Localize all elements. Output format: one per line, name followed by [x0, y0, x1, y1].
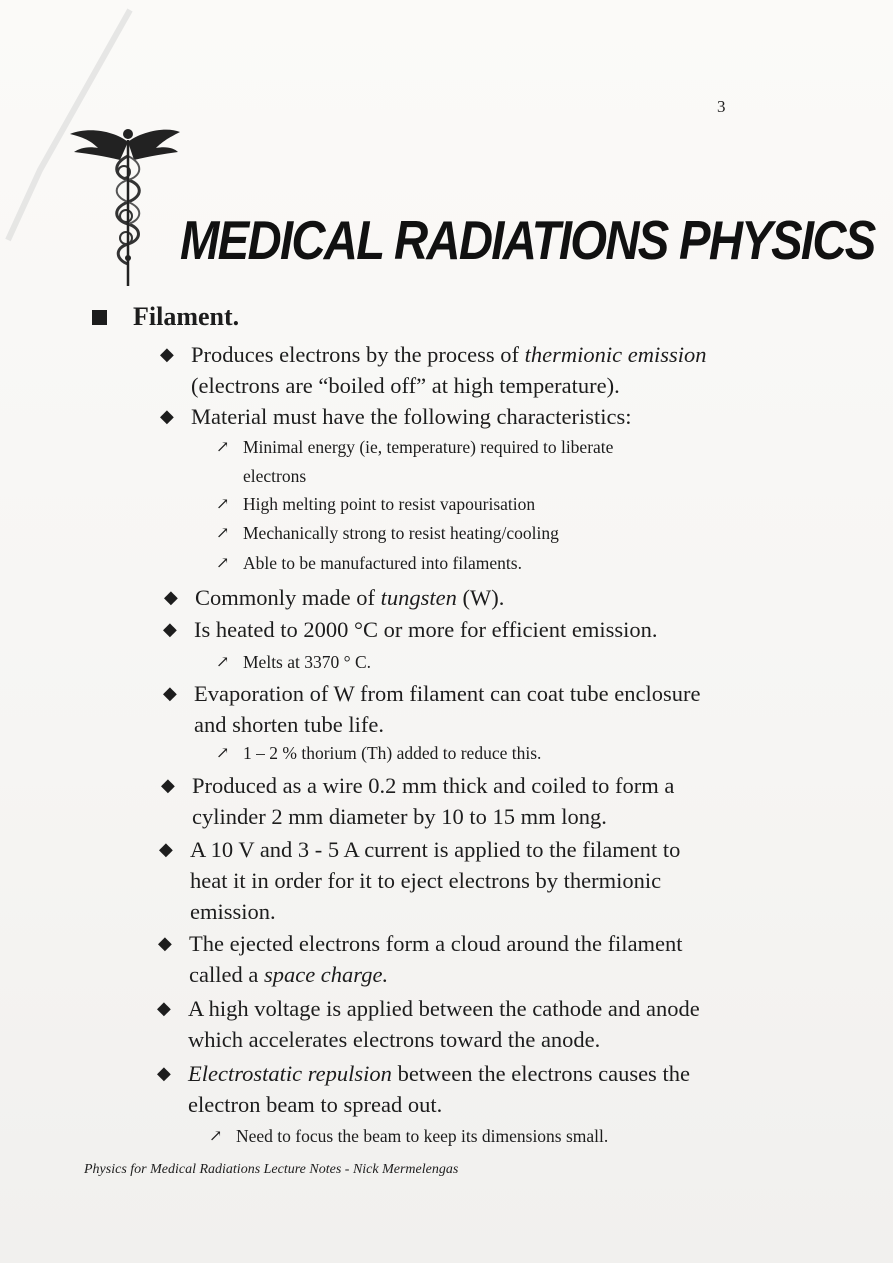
bullet-text-line2: called a: [189, 962, 264, 987]
bullet-text: Produced as a wire 0.2 mm thick and coiled to form a: [192, 773, 675, 798]
bullet-text-line2: which accelerates electrons toward the anode.: [188, 1027, 601, 1052]
bullet-text: The ejected electrons form a cloud around the filament: [189, 931, 683, 956]
sub-bullet-text-line2: electrons: [243, 466, 307, 486]
bullet-high-voltage: [157, 993, 700, 1055]
diamond-bullet-icon: ◆: [161, 775, 175, 795]
bullet-text: A 10 V and 3 - 5 A current is applied to the filament to: [190, 837, 681, 862]
bullet-text-line2: electron beam to spread out.: [188, 1092, 443, 1117]
banner-title: MEDICAL RADIATIONS PHYSICS: [180, 209, 875, 271]
sub-bullet-text: 1 – 2 % thorium (Th) added to reduce this.: [243, 743, 542, 763]
section-heading: [92, 302, 239, 332]
bullet-text: between the electrons causes the: [391, 1061, 690, 1086]
bullet-emphasis: Electrostatic repulsion: [188, 1061, 392, 1086]
sub-bullet-thorium: [216, 739, 542, 768]
bullet-material: [160, 401, 632, 432]
bullet-text: Produces electrons by the process of: [191, 342, 525, 367]
bullet-repulsion: [157, 1058, 690, 1120]
bullet-emphasis: space charge.: [263, 962, 389, 987]
sub-bullet-text: Able to be manufactured into filaments.: [243, 553, 522, 573]
sub-bullet-text: Need to focus the beam to keep its dimensions small.: [236, 1126, 609, 1146]
sub-bullet-manufacture: [216, 549, 522, 578]
bullet-text: Is heated to 2000 °C or more for efficient emission.: [194, 617, 658, 642]
diamond-bullet-icon: ◆: [157, 1063, 171, 1083]
bullet-text-tail: (W).: [456, 585, 505, 610]
bullet-text: Evaporation of W from filament can coat tube enclosure: [194, 681, 701, 706]
bullet-current: [159, 834, 681, 927]
page-footer: Physics for Medical Radiations Lecture Notes - Nick Mermelengas: [84, 1162, 459, 1177]
bullet-text: Commonly made of: [195, 585, 381, 610]
arrow-bullet-icon: ↗: [216, 525, 230, 542]
diamond-bullet-icon: ◆: [164, 587, 178, 607]
arrow-bullet-icon: ↗: [209, 1128, 223, 1145]
arrow-bullet-icon: ↗: [216, 745, 230, 762]
bullet-text-line2: and shorten tube life.: [194, 712, 384, 737]
bullet-text: Material must have the following characteristics:: [191, 404, 632, 429]
diamond-bullet-icon: ◆: [163, 683, 177, 703]
diamond-bullet-icon: ◆: [160, 344, 174, 364]
bullet-space-charge: [158, 928, 683, 990]
sub-bullet-energy: [216, 433, 614, 491]
diamond-bullet-icon: ◆: [163, 619, 177, 639]
bullet-text-line3: emission.: [190, 899, 276, 924]
arrow-bullet-icon: ↗: [216, 654, 230, 671]
square-bullet-icon: [92, 310, 107, 325]
bullet-thermionic: [160, 339, 707, 401]
bullet-emphasis: thermionic emission: [524, 342, 707, 367]
bullet-tungsten: [164, 582, 505, 613]
diamond-bullet-icon: ◆: [160, 406, 174, 426]
arrow-bullet-icon: ↗: [216, 496, 230, 513]
sub-bullet-focus: [209, 1122, 609, 1151]
arrow-bullet-icon: ↗: [216, 555, 230, 572]
arrow-bullet-icon: ↗: [216, 439, 230, 456]
bullet-text-line2: (electrons are “boiled off” at high temperature).: [191, 373, 620, 398]
bullet-evaporation: [163, 678, 701, 740]
diamond-bullet-icon: ◆: [159, 839, 173, 859]
section-title: Filament.: [133, 302, 240, 331]
sub-bullet-melting: [216, 490, 536, 519]
bullet-text-line2: heat it in order for it to eject electrons by thermionic: [190, 868, 662, 893]
sub-bullet-text: High melting point to resist vapourisation: [243, 494, 536, 514]
sub-bullet-text: Minimal energy (ie, temperature) required to liberate: [243, 437, 614, 457]
caduceus-logo-icon: [68, 120, 188, 290]
bullet-text-line2: cylinder 2 mm diameter by 10 to 15 mm long.: [192, 804, 607, 829]
sub-bullet-text: Mechanically strong to resist heating/cooling: [243, 523, 559, 543]
sub-bullet-melts: [216, 648, 372, 677]
page-number: 3: [717, 97, 726, 116]
bullet-wire: [161, 770, 675, 832]
diamond-bullet-icon: ◆: [157, 998, 171, 1018]
bullet-emphasis: tungsten: [380, 585, 457, 610]
bullet-heated: [163, 614, 658, 645]
bullet-text: A high voltage is applied between the cathode and anode: [188, 996, 700, 1021]
sub-bullet-text: Melts at 3370 ° C.: [243, 652, 372, 672]
diamond-bullet-icon: ◆: [158, 933, 172, 953]
sub-bullet-strength: [216, 519, 559, 548]
